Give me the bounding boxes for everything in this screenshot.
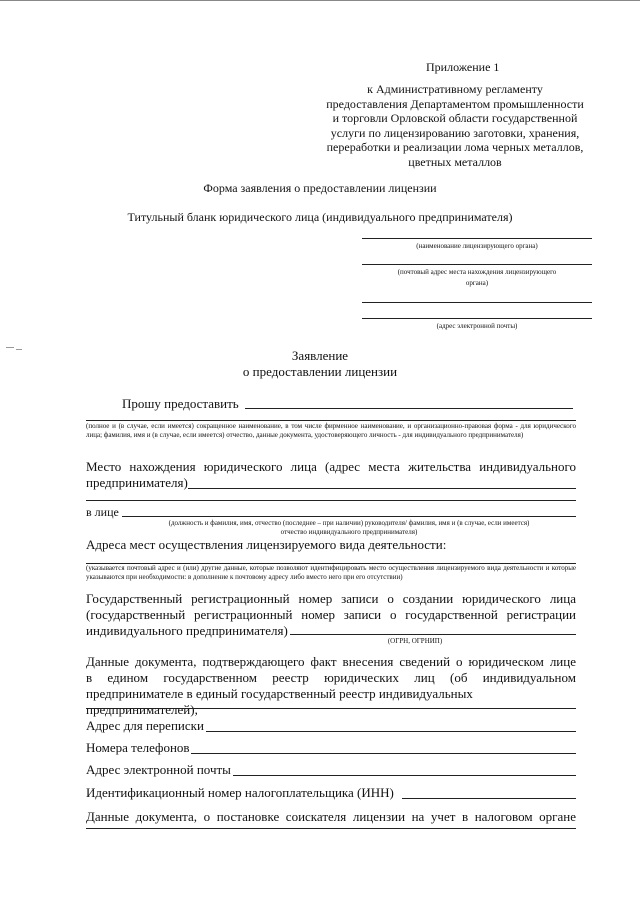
form-subtitle: Титульный бланк юридического лица (индивидуального предпринимателя) xyxy=(127,210,513,224)
representative-caption: (должность и фамилия, имя, отчество (последнее – при наличии) руководителя/ фамилия, имя и (в случае, если имеется) xyxy=(168,519,530,527)
inn-label: Идентификационный номер налогоплательщика (ИНН) xyxy=(86,785,394,800)
inn-input-line[interactable] xyxy=(402,798,576,799)
ogrn-input-line[interactable] xyxy=(290,634,576,635)
registration-label: Государственный регистрационный номер записи о создании юридического лица xyxy=(86,591,576,606)
email-input-line[interactable] xyxy=(233,775,576,776)
form-title: Форма заявления о предоставлении лицензии xyxy=(203,181,437,195)
mail-address-input-line[interactable] xyxy=(206,731,576,732)
postal-caption: (почтовый адрес места нахождения лицензирующего xyxy=(397,268,557,276)
request-label: Прошу предоставить xyxy=(122,396,239,411)
authority-line[interactable] xyxy=(362,238,592,239)
phones-label: Номера телефонов xyxy=(86,740,190,755)
heading-subtitle: о предоставлении лицензии xyxy=(242,364,398,379)
egr-document-label-3: предпринимателе в единый государственный реестр индивидуальных предпринимателей), xyxy=(86,686,473,717)
appendix-line: и торговли Орловской области государственной xyxy=(332,111,578,126)
location-input-line-2[interactable] xyxy=(86,500,576,501)
representative-caption-2: отчество индивидуального предпринимателя) xyxy=(280,528,418,536)
appendix-line: услуги по лицензированию заготовки, хранения, xyxy=(330,125,580,140)
appendix-reference xyxy=(310,82,600,170)
appendix-line: к Административному регламенту xyxy=(367,82,543,96)
tax-registration-input-line[interactable] xyxy=(86,828,576,829)
appendix-line: переработки и реализации лома черных металлов, xyxy=(326,140,584,155)
email-caption: (адрес электронной почты) xyxy=(436,322,518,330)
registration-label-3: индивидуального предпринимателя) xyxy=(86,623,288,638)
appendix-line: цветных металлов xyxy=(408,154,502,169)
request-input-line-2[interactable] xyxy=(86,420,576,421)
location-label: Место нахождения юридического лица (адрес места жительства индивидуального xyxy=(86,459,576,474)
egr-document-label-2: в едином государственном реестр юридических лиц (об индивидуальном xyxy=(86,670,576,685)
tax-registration-label: Данные документа, о постановке соискателя лицензии на учет в налоговом органе xyxy=(86,809,576,824)
top-scan-edge xyxy=(0,0,640,1)
request-caption: (полное и (в случае, если имеется) сокращенное наименование, в том числе фирменное наименование, и организационно-правовая форма - для юридического лица; фамилия, имя и (в случае, если имеется) отчество, данные документа, удостоверяющего личность - для индивидуального предпринимателя) xyxy=(86,422,576,439)
egr-document-label: Данные документа, подтверждающего факт внесения сведений о юридическом лице xyxy=(86,654,576,669)
ogrn-caption: (ОГРН, ОГРНИП) xyxy=(387,637,443,645)
phones-input-line[interactable] xyxy=(191,753,576,754)
registration-label-2: (государственный регистрационный номер записи о государственной регистрации xyxy=(86,607,576,622)
activity-addresses-label: Адреса мест осуществления лицензируемого вида деятельности: xyxy=(86,537,447,552)
location-input-line[interactable] xyxy=(188,488,576,489)
postal-address-line[interactable] xyxy=(362,264,592,265)
egr-document-input-line[interactable] xyxy=(86,708,576,709)
email-line[interactable] xyxy=(362,318,592,319)
representative-label: в лице xyxy=(86,505,119,519)
authority-caption: (наименование лицензирующего органа) xyxy=(416,242,538,250)
location-label-2: предпринимателя) xyxy=(86,475,188,490)
postal-address-line-2[interactable] xyxy=(362,302,592,303)
postal-caption-2: органа) xyxy=(465,279,489,287)
request-input-line[interactable] xyxy=(245,408,573,409)
activity-addresses-caption: (указывается почтовый адрес и (или) другие данные, которые позволяют идентифицировать место осуществления лицензируемого вида деятельности и которые указываются при необходимости: в дополнение к почтовому адресу либо вместо него при его отсутствии) xyxy=(86,564,576,581)
appendix-title: Приложение 1 xyxy=(426,60,500,74)
mail-address-label: Адрес для переписки xyxy=(86,718,204,733)
representative-input-line[interactable] xyxy=(122,516,576,517)
appendix-line: предоставления Департаментом промышленности xyxy=(326,96,584,111)
email-label: Адрес электронной почты xyxy=(86,762,231,777)
heading-title: Заявление xyxy=(291,348,349,363)
